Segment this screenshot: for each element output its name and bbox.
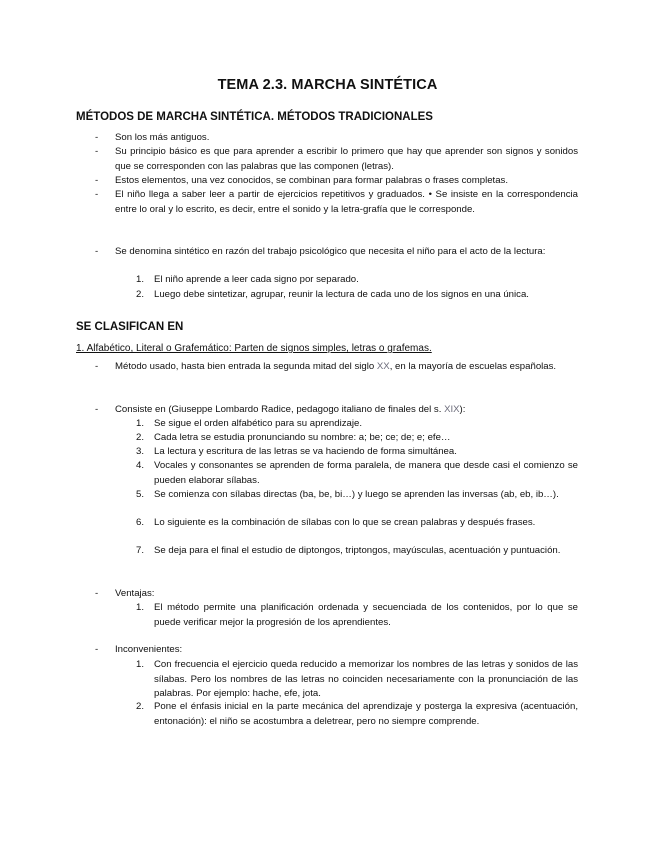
bullet-dash: - [95,246,99,257]
bullet-text: Estos elementos, una vez conocidos, se combinan para formar palabras o frases completas. [115,175,509,186]
bullet-text: Se denomina sintético en razón del trabajo psicológico que necesita el niño para el acto de la lectura: [115,246,546,257]
bullet-dash: - [95,146,99,157]
bullet-dash: - [95,361,99,372]
list-number: 1. [136,602,145,613]
numbered-item: Pone el énfasis inicial en la parte mecánica del aprendizaje y posterga la expresiva (acentuación, entonación): el niño se acostumbra a deletrear, pero no siempre comprende. [154,701,578,727]
numbered-item: La lectura y escritura de las letras se va haciendo de forma simultánea. [154,446,457,457]
numbered-item: Vocales y consonantes se aprenden de forma paralela, de manera que desde casi el comienzo se pueden elaborar sílabas. [154,460,578,486]
numbered-item: Luego debe sintetizar, agrupar, reunir la lectura de cada uno de los signos en una única. [154,289,529,300]
bullet-text: El niño llega a saber leer a partir de ejercicios repetitivos y graduados. • Se insiste en la correspondencia entre lo oral y lo escrito, es decir, entre el sonido y la letra-grafía que le corresponde. [115,189,578,215]
list-number: 3. [136,446,145,457]
list-number: 1. [136,418,145,429]
bullet-text: Son los más antiguos. [115,132,210,143]
bullet-text-consiste [115,403,578,418]
numbered-item: Se deja para el final el estudio de diptongos, triptongos, mayúsculas, acentuación y puntuación. [154,545,561,556]
text-run: , en la mayoría de escuelas españolas. [389,361,557,372]
ventajas-label: Ventajas: [115,588,155,599]
list-number: 1. [136,274,145,285]
list-number: 4. [136,460,145,471]
bullet-dash: - [95,189,99,200]
list-number: 1. [136,659,145,670]
inconvenientes-label: Inconvenientes: [115,644,183,655]
list-number: 7. [136,545,145,556]
bullet-text-metodo-usado [115,360,578,375]
bullet-text: Su principio básico es que para aprender a escribir lo primero que hay que aprender son signos y sonidos que se corresponden con las palabras que las componen (letras). [115,146,578,172]
list-number: 2. [136,289,145,300]
list-number: 2. [136,701,145,712]
numbered-item: El niño aprende a leer cada signo por separado. [154,274,359,285]
section-heading-metodos: MÉTODOS DE MARCHA SINTÉTICA. MÉTODOS TRADICIONALES [76,111,433,123]
bullet-dash: - [95,132,99,143]
text-run: ): [459,404,466,415]
list-number: 2. [136,432,145,443]
numbered-item: Con frecuencia el ejercicio queda reducido a memorizar los nombres de las letras y sonidos de las sílabas. Pero los nombres de las letras no coinciden necesariamente con la pronunciación de las palabras. Por ejemplo: hache, efe, jota. [154,659,578,700]
bullet-dash: - [95,588,99,599]
subsection-heading-alfabetico: 1. Alfabético, Literal o Grafemático: Parten de signos simples, letras o grafemas. [76,343,432,354]
numbered-item: El método permite una planificación ordenada y secuenciada de los contenidos, por lo que se puede verificar mejor la progresión de los aprendientes. [154,602,578,628]
numbered-item: Lo siguiente es la combinación de sílabas con lo que se crean palabras y después frases. [154,517,536,528]
list-number: 6. [136,517,145,528]
roman-numeral: XIX [444,404,460,415]
list-number: 5. [136,489,145,500]
numbered-item: Cada letra se estudia pronunciando su nombre: a; be; ce; de; e; efe… [154,432,451,443]
section-heading-clasifican: SE CLASIFICAN EN [76,321,184,333]
bullet-dash: - [95,644,99,655]
text-run: Método usado, hasta bien entrada la segunda mitad del siglo [115,361,377,372]
bullet-dash: - [95,404,99,415]
text-run: Consiste en (Giuseppe Lombardo Radice, pedagogo italiano de finales del s. [115,404,445,415]
numbered-item: Se comienza con sílabas directas (ba, be, bi…) y luego se aprenden las inversas (ab, eb, ib…). [154,489,559,500]
bullet-dash: - [95,175,99,186]
roman-numeral: XX [376,361,390,372]
page-title: TEMA 2.3. MARCHA SINTÉTICA [217,77,438,93]
numbered-item: Se sigue el orden alfabético para su aprendizaje. [154,418,363,429]
